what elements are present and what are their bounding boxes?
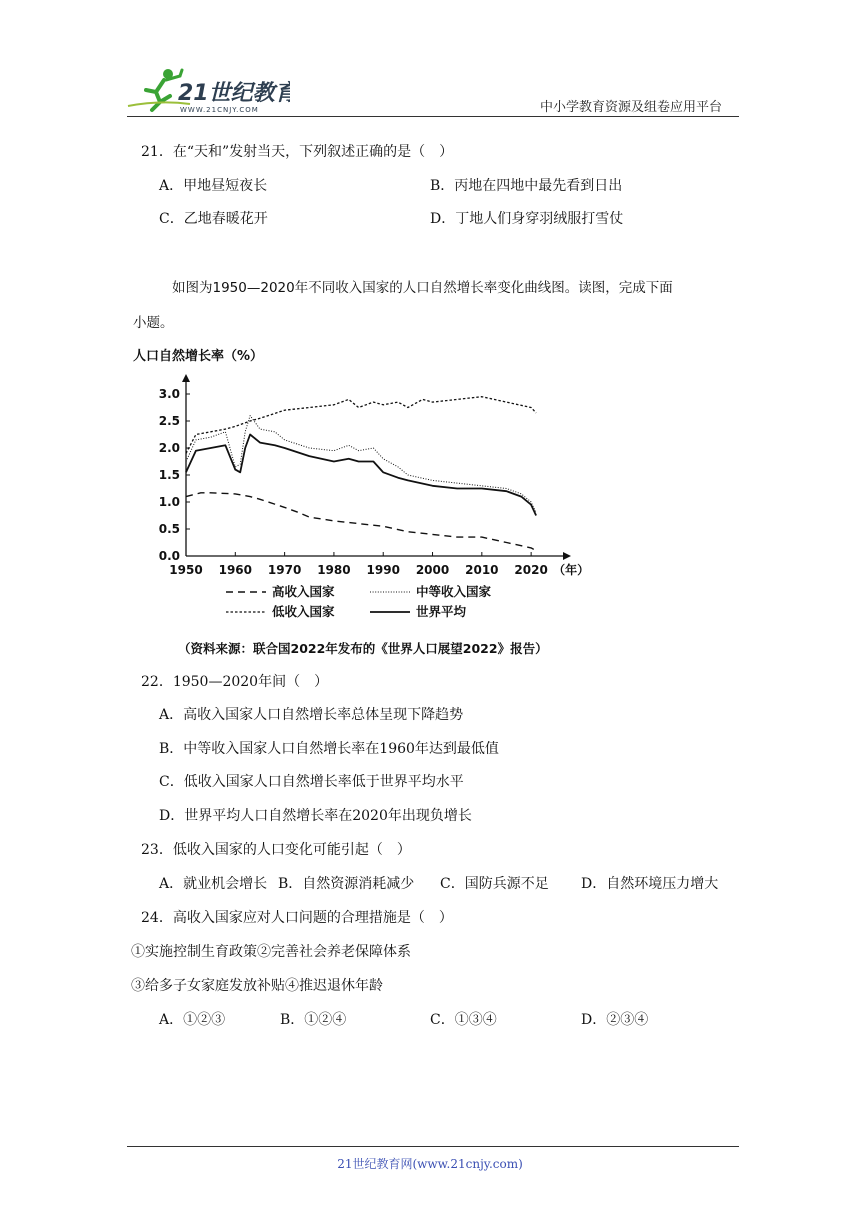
- platform-name: 中小学教育资源及组卷应用平台: [540, 100, 723, 115]
- x-tick-label: 1980: [317, 563, 351, 577]
- x-axis-label: （年）: [553, 563, 590, 577]
- q24-statement-1: ①实施控制生育政策②完善社会养老保障体系: [131, 944, 411, 960]
- q24-option-a[interactable]: A．①②③: [159, 1012, 226, 1028]
- q22-option-b[interactable]: B．中等收入国家人口自然增长率在1960年达到最低值: [159, 741, 499, 757]
- q24-option-c[interactable]: C．①③④: [430, 1012, 497, 1028]
- q24-statement-2: ③给多子女家庭发放补贴④推迟退休年龄: [131, 978, 383, 994]
- footer-divider: [127, 1146, 739, 1147]
- footer-link[interactable]: 21世纪教育网(www.21cnjy.com): [337, 1157, 523, 1171]
- q23-option-b[interactable]: B．自然资源消耗减少: [278, 876, 415, 892]
- chart-source: （资料来源：联合国2022年发布的《世界人口展望2022》报告）: [178, 641, 548, 656]
- q22-option-a[interactable]: A．高收入国家人口自然增长率总体呈现下降趋势: [159, 707, 464, 723]
- q22-stem: 22．1950—2020年间（ ）: [141, 674, 329, 690]
- logo-text: 21世纪教育: [178, 81, 290, 106]
- series-line-1: [186, 493, 536, 551]
- legend-label-3: 低收入国家: [272, 604, 335, 619]
- series-line-4: [186, 435, 536, 516]
- x-tick-label: 2000: [415, 563, 450, 577]
- q21-option-a[interactable]: A．甲地昼短夜长: [159, 178, 268, 194]
- q22-option-d[interactable]: D．世界平均人口自然增长率在2020年出现负增长: [159, 808, 472, 824]
- x-tick-label: 1970: [267, 563, 302, 577]
- x-tick-label: 2020: [514, 563, 548, 577]
- y-tick-label: 0.5: [158, 522, 180, 536]
- y-tick-label: 0.0: [158, 549, 180, 563]
- q24-option-b[interactable]: B．①②④: [280, 1012, 347, 1028]
- y-tick-label: 1.0: [158, 495, 180, 509]
- x-axis-arrow: [563, 552, 571, 560]
- y-tick-label: 2.0: [158, 441, 180, 455]
- legend-label-1: 高收入国家: [272, 584, 335, 599]
- q21-stem: 21．在“天和”发射当天，下列叙述正确的是（ ）: [141, 144, 454, 160]
- q23-option-c[interactable]: C．国防兵源不足: [440, 876, 549, 892]
- q24-option-d[interactable]: D．②③④: [581, 1012, 649, 1028]
- legend-label-4: 世界平均: [416, 604, 467, 619]
- q24-stem: 24．高收入国家应对人口问题的合理措施是（ ）: [141, 910, 453, 926]
- x-tick-label: 1990: [366, 563, 400, 577]
- q21-option-c[interactable]: C．乙地春暖花开: [159, 211, 268, 227]
- intro-line-2: 小题。: [133, 315, 174, 331]
- x-tick-label: 1950: [169, 563, 203, 577]
- series-line-3: [186, 397, 536, 454]
- y-axis-arrow: [182, 374, 190, 382]
- q21-option-d[interactable]: D．丁地人们身穿羽绒服打雪仗: [430, 211, 624, 227]
- series-line-2: [186, 416, 536, 513]
- legend-label-2: 中等收入国家: [416, 584, 492, 599]
- header-divider: [127, 116, 739, 117]
- logo-url: WWW.21CNJY.COM: [180, 106, 259, 114]
- q23-stem: 23．低收入国家的人口变化可能引起（ ）: [141, 842, 411, 858]
- y-tick-label: 1.5: [158, 468, 180, 482]
- chart-title: 人口自然增长率（%）: [133, 349, 264, 364]
- y-tick-label: 2.5: [158, 414, 180, 428]
- y-tick-label: 3.0: [158, 387, 180, 401]
- q22-option-c[interactable]: C．低收入国家人口自然增长率低于世界平均水平: [159, 774, 464, 790]
- x-tick-label: 1960: [218, 563, 253, 577]
- q23-option-d[interactable]: D．自然环境压力增大: [581, 876, 719, 892]
- intro-line-1: 如图为1950—2020年不同收入国家的人口自然增长率变化曲线图。读图，完成下面: [172, 280, 673, 296]
- site-logo: [120, 66, 290, 114]
- q21-option-b[interactable]: B．丙地在四地中最先看到日出: [430, 178, 623, 194]
- population-growth-chart: [150, 370, 610, 630]
- q23-option-a[interactable]: A．就业机会增长: [159, 876, 268, 892]
- x-tick-label: 2010: [465, 563, 499, 577]
